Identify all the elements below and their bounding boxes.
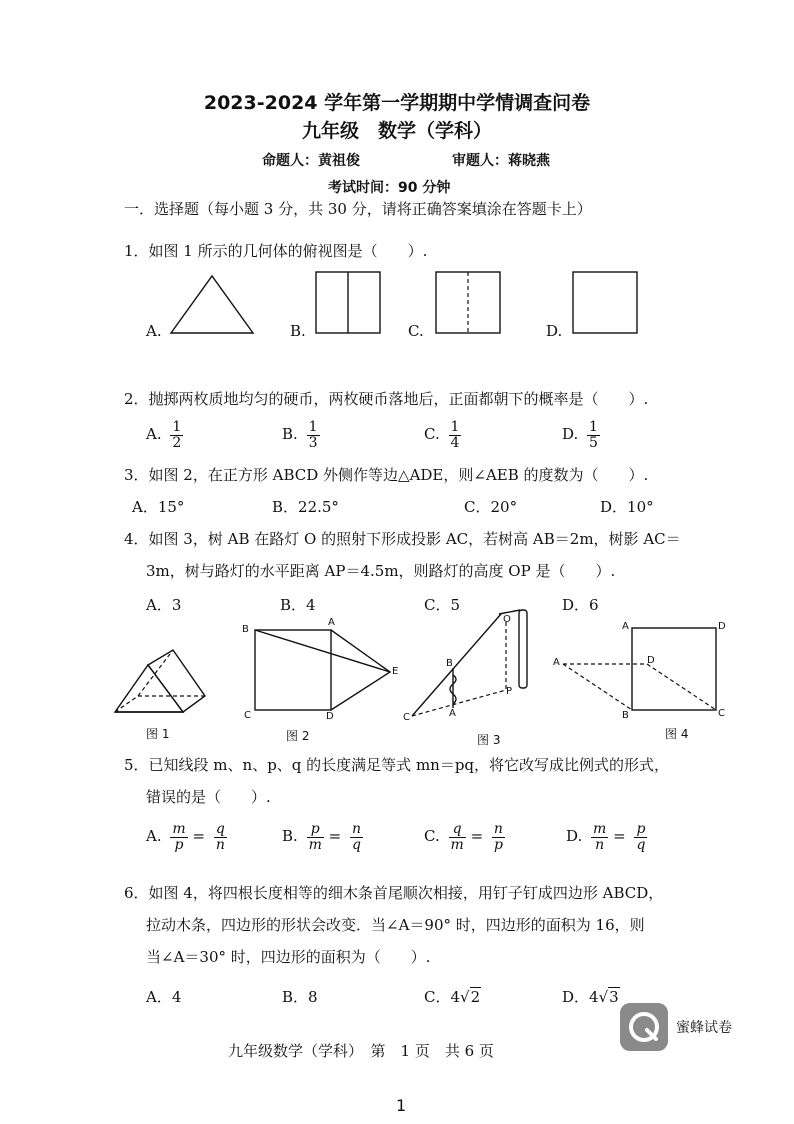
q5-a-d2: n [215, 836, 225, 853]
reviewer-name: 审题人：蒋晓燕 [452, 153, 550, 169]
q6-b-value: 8 [308, 988, 318, 1006]
fig3-point-a: A [449, 708, 456, 719]
q1-option-a-label: A. [146, 322, 162, 340]
figure-4-rhombus [563, 628, 716, 710]
q5-a-lhs [170, 822, 187, 852]
question-6-stem-line1: 6．如图 4，将四根长度相等的细木条首尾顺次相接，用钉子钉成四边形 ABCD， [124, 884, 664, 902]
q2-d-num: 1 [589, 419, 598, 435]
q5-c-d1: m [450, 836, 464, 853]
q6-a-value: 4 [171, 988, 182, 1006]
fig4-point-b: B [622, 710, 629, 721]
figure-2-square [255, 630, 390, 710]
page-number: 1 [396, 1096, 407, 1115]
fig4-point-c: C [718, 708, 725, 719]
q2-b-num: 1 [308, 419, 318, 435]
question-4-stem-line1: 4．如图 3，树 AB 在路灯 O 的照射下形成投影 AC，若树高 AB＝2m，树影 AC＝ [124, 530, 681, 548]
q5-d-letter: D. [566, 827, 583, 846]
question-4-stem-line2: 3m，树与路灯的水平距离 AP＝4.5m，则路灯的高度 OP 是（ ）. [146, 562, 616, 580]
q2-d-den: 5 [589, 434, 598, 451]
figure-1-prism [115, 650, 205, 712]
q5-b-letter: B. [282, 827, 298, 846]
q2-a-den: 2 [172, 434, 182, 451]
q6-a-letter: A． [146, 988, 172, 1006]
q4-option-c: C．5 [424, 596, 461, 614]
setter-name: 命题人：黄祖俊 [262, 153, 360, 169]
q5-d-lhs [591, 822, 608, 852]
q5-b-lhs [307, 822, 324, 852]
figure-4-caption: 图 4 [665, 727, 689, 741]
q5-a-rhs [214, 822, 227, 852]
fig3-point-p: P [506, 686, 513, 697]
q6-option-a [146, 986, 181, 1007]
q6-c-radicand: 2 [470, 988, 481, 1006]
q5-a-d1: p [174, 836, 184, 853]
fig2-point-c: C [244, 710, 251, 721]
question-5-stem-line2: 错误的是（ ）. [146, 788, 271, 806]
q4-option-b: B．4 [280, 596, 316, 614]
q5-c-lhs [449, 822, 466, 852]
q6-d-radicand: 3 [609, 988, 619, 1006]
q5-c-letter: C. [424, 827, 440, 846]
q6-option-b [282, 986, 318, 1007]
q2-d-letter: D. [562, 425, 579, 444]
question-5-stem-line1: 5．已知线段 m、n、p、q 的长度满足等式 mn＝pq，将它改写成比例式的形式， [124, 756, 670, 774]
q2-a-letter: A. [146, 425, 162, 444]
q5-a-n1: m [172, 821, 186, 837]
section-heading: 一．选择题（每小题 3 分，共 30 分，请将正确答案填涂在答题卡上） [124, 200, 592, 218]
q5-option-b: B. $\frac{p}{m}$ = $\frac{n}{q}$ [282, 821, 362, 853]
q5-c-rhs [492, 822, 505, 852]
q3-option-a: A．15° [132, 498, 185, 516]
q2-b-den: 3 [308, 434, 318, 451]
q6-c-letter: C． [424, 988, 451, 1006]
q5-a-n2: q [215, 821, 225, 837]
q5-c-n2: n [493, 821, 503, 837]
q1-option-d-label: D. [546, 322, 563, 340]
q5-c-d2: p [493, 836, 503, 853]
fig3-point-c: C [403, 712, 410, 723]
exam-subtitle: 九年级 数学（学科） [301, 120, 492, 142]
figure-3-caption: 图 3 [477, 733, 501, 747]
q1-option-c-label: C. [408, 322, 424, 340]
fig4-point-d-mid: D [647, 655, 655, 666]
watermark-text: 蜜蜂试卷 [676, 1020, 732, 1036]
fig2-point-a: A [328, 617, 335, 628]
exam-time: 考试时间：90 分钟 [328, 180, 451, 196]
watermark-logo-icon [620, 1003, 668, 1051]
fig2-point-b: B [242, 624, 249, 635]
q6-option-d: D．4√3 [562, 988, 619, 1006]
q5-d-d1: n [595, 836, 605, 853]
question-6-stem-line3: 当∠A＝30° 时，四边形的面积为（ ）. [146, 948, 431, 966]
q5-option-d: D. $\frac{m}{n}$ = $\frac{p}{q}$ [566, 821, 646, 853]
question-3-stem: 3．如图 2，在正方形 ABCD 外侧作等边△ADE，则∠AEB 的度数为（ ）. [124, 466, 649, 484]
q4-option-d: D．6 [562, 596, 599, 614]
q1-option-b-label: B. [290, 322, 306, 340]
page-footer: 九年级数学（学科） 第 1 页 共 6 页 [228, 1042, 494, 1060]
fig4-point-a-top: A [622, 621, 629, 632]
q3-option-c: C．20° [464, 498, 518, 516]
q6-d-coef: 4 [589, 988, 599, 1006]
fig4-point-a-left: A [553, 657, 560, 668]
fig3-point-b: B [446, 658, 453, 669]
q5-b-n2: n [352, 821, 362, 837]
q4-option-a: A．3 [146, 596, 182, 614]
q5-d-d2: q [636, 836, 646, 853]
q5-a-letter: A. [146, 827, 162, 846]
fig2-point-d: D [326, 711, 334, 722]
q5-b-n1: p [310, 821, 320, 837]
q6-b-letter: B． [282, 988, 309, 1006]
figure-1-caption: 图 1 [146, 727, 170, 741]
q2-c-num: 1 [450, 419, 460, 435]
figure-2-caption: 图 2 [286, 729, 310, 743]
q5-d-n1: m [593, 821, 607, 837]
q6-option-c: C．4√2 [424, 988, 481, 1006]
q5-b-d2: q [352, 836, 361, 853]
question-1-stem: 1．如图 1 所示的几何体的俯视图是（ ）. [124, 242, 428, 260]
q3-option-b: B．22.5° [272, 498, 339, 516]
q3-option-d: D．10° [600, 498, 654, 516]
q2-c-letter: C. [424, 425, 440, 444]
fig4-point-d-top: D [718, 621, 726, 632]
q6-d-letter: D． [562, 988, 590, 1006]
q5-d-n2: p [636, 821, 646, 837]
q5-option-a: A. $\frac{m}{p}$ = $\frac{q}{n}$ [146, 821, 225, 853]
q6-c-coef: 4 [450, 988, 461, 1006]
exam-title: 2023-2024 学年第一学期期中学情调查问卷 [203, 92, 591, 114]
q2-c-den: 4 [450, 434, 460, 451]
q5-b-d1: m [308, 836, 322, 853]
question-6-stem-line2: 拉动木条，四边形的形状会改变．当∠A＝90° 时，四边形的面积为 16，则 [146, 916, 645, 934]
q5-d-rhs [634, 822, 647, 852]
q2-a-num: 1 [172, 419, 182, 435]
question-2-stem: 2．抛掷两枚质地均匀的硬币，两枚硬币落地后，正面都朝下的概率是（ ）. [124, 390, 649, 408]
figure-3-lamp [412, 610, 527, 716]
q2-b-letter: B. [282, 425, 298, 444]
q5-c-n1: q [452, 821, 462, 837]
fig2-point-e: E [392, 666, 399, 677]
q5-b-rhs [350, 822, 363, 852]
q5-option-c: C. $\frac{q}{m}$ = $\frac{n}{p}$ [424, 821, 503, 853]
fig3-point-o: O [503, 614, 511, 625]
